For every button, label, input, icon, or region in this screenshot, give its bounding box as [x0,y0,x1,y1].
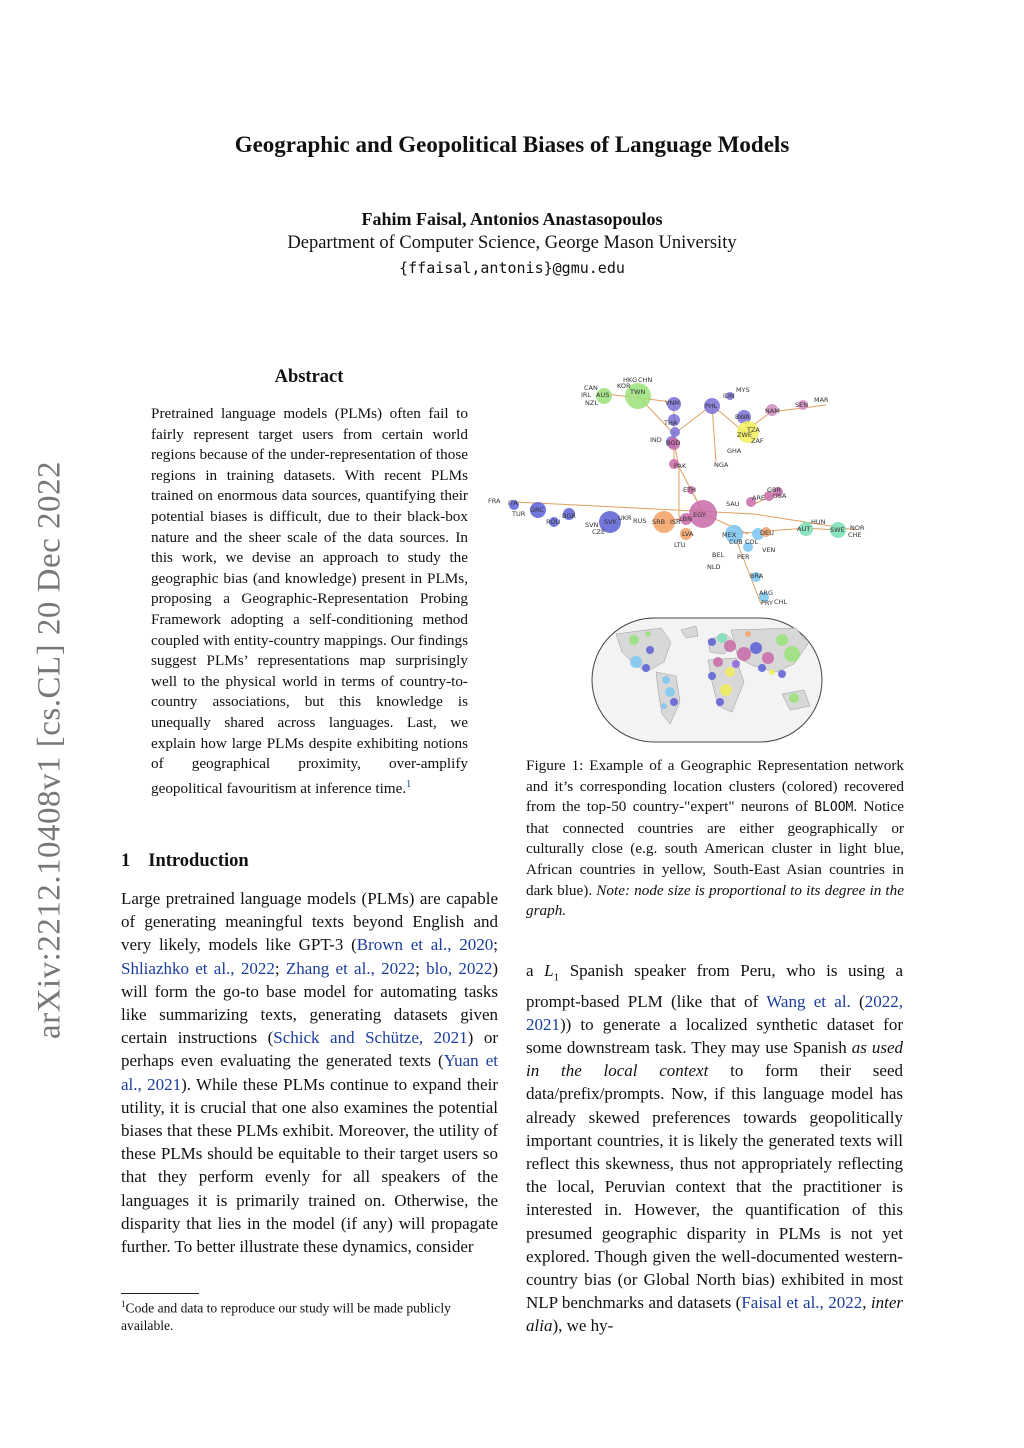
map-marker [661,703,667,709]
footnote-rule [121,1293,199,1294]
node-label: CAN [584,384,598,392]
citation-link[interactable]: Yuan et al., 2021 [121,1051,498,1094]
intro-text: Spanish speaker from Peru, who is using a prompt-based PLM (like that of [526,961,903,1011]
caption-text: Figure 1: Example of a Geographic Representation network and it’s corresponding location clusters (colored) recovered from the top-50 country-"expert" neurons of [526,757,904,816]
map-marker [789,693,799,703]
map-marker [717,633,727,643]
section-heading [121,851,249,872]
map-marker [750,642,762,654]
node-label: NAM [765,407,780,415]
node-label: ZWE [737,431,752,439]
citation-link[interactable]: 2022, 2021 [526,991,903,1034]
node-label: MAR [814,396,829,404]
world-map [592,618,822,742]
node-label: CZE [592,528,606,536]
node-label: NLD [707,563,721,571]
network-labels [488,376,865,607]
node-label: CHN [638,376,653,384]
email: {ffaisal,antonis}@gmu.edu [399,259,625,277]
node-label: CHE [848,531,862,539]
node-label: PAK [674,462,687,470]
caption-note: Note: node size is proportional to its degree in the graph. [526,881,904,920]
node-label: UKR [618,514,632,522]
node-label: ZAF [751,437,764,445]
figure-caption [526,756,904,922]
footnote-mark: 1 [121,1299,126,1309]
map-marker [725,667,735,677]
abstract-body [151,404,468,799]
citation-link[interactable]: Wang et al. [766,991,851,1011]
node-label: IDN [723,392,735,400]
intro-text: a [526,961,545,980]
abstract-heading: Abstract [274,367,344,387]
map-marker [662,676,670,684]
figure-1 [486,372,906,752]
node-label: PHL [705,402,718,410]
node-label: SVK [604,518,617,526]
node-label: NGA [714,461,729,469]
node-label: SRB [652,518,666,526]
node-label: IND [650,436,662,444]
node-label: COL [745,538,759,546]
node-label: NOR [850,524,865,532]
node-label: IRL [581,391,592,399]
node-label: SAU [726,500,740,508]
abstract-text: Pretrained language models (PLMs) often fail to fairly represent target users from certain world regions because of the under-representation of those regions in training datasets. With recent PLMs trained on enormous data sources, quantifying their potential biases is difficult, due to their black-box nature and the sheer scale of the data sources. In this work, we devise an approach to study the geographic bias (and knowledge) present in PLMs, proposing a Geographic-Representation Probing Framework adopting a self-conditioning method coupled with entity-country mappings. Our findings suggest PLMs’ representations map surprisingly well to the physical world in terms of country-to-country associations, but this knowledge is unequally shared across languages. Last, we explain how large PLMs despite exhibiting notions of geographical proximity, over-amplify geopolitical favouritism at inference time. [151,405,468,797]
intro-left-column [121,887,498,1258]
node-label: ISR [670,518,681,526]
math-L: L [544,961,554,980]
node-label: BWA [735,413,750,421]
node-label: CHL [774,598,788,606]
map-marker [708,638,716,646]
intro-text: ) or perhaps even evaluating the generated texts ( [121,1028,498,1071]
node-label: ETH [683,486,696,494]
intro-text: ; [493,935,498,955]
node-label: ARG [759,589,773,597]
map-marker [737,647,751,661]
node-label: HKG [623,376,638,384]
map-marker [745,631,751,637]
node-label: KOR [617,382,631,390]
map-marker [724,640,736,652]
node-label: VNM [665,399,680,407]
network-edges [516,394,856,604]
footnote-text: Code and data to reproduce our study will be made publicly available. [121,1300,451,1333]
map-marker [646,646,654,654]
node-label: LBN [679,515,692,523]
citation-link[interactable]: Schick and Schütze, 2021 [273,1028,468,1048]
intro-text: , [862,1293,871,1313]
caption-text: . Notice that connected countries are either geographically or culturally close (e.g. south American cluster in light blue, African countries in yellow, South-East Asian countries in dark blue). [526,798,905,899]
node-label: BGD [666,439,681,447]
map-marker [642,664,650,672]
map-marker [645,631,651,637]
node-label: ITA [508,499,518,507]
intro-text: Large pretrained language models (PLMs) are capable of generating meaningful texts beyond English and very likely, models like GPT-3 ( [121,889,498,955]
map-marker [778,670,786,678]
node-label: SEN [795,401,809,409]
intro-text: ) will form the go-to base model for automating tasks like summarizing texts, generating datasets given certain instructions ( [121,958,499,1048]
citation-link[interactable]: Brown et al., 2020 [356,935,494,955]
intro-text: ). While these PLMs continue to expand their utility, it is crucial that one also examines the potential biases that these PLMs exhibit. Moreover, the utility of these PLMs should be equitable to their target users so that they perform evenly for all speakers of the languages it is primarily trained on. Otherwise, the disparity that lies in the model (if any) will propagate further. To better illustrate these dynamics, consider [121,1074,498,1257]
node-label: CUB [729,538,743,546]
map-marker [629,635,639,645]
citation-link[interactable]: blo, 2022 [426,958,493,978]
footnote-ref[interactable]: 1 [406,778,412,790]
map-marker [665,687,675,697]
node-label: ARE [752,494,766,502]
node-label: LVA [682,530,694,538]
node-label: HUN [811,518,826,526]
intro-right-column [526,959,903,1338]
node-label: TUR [512,510,526,518]
map-marker [670,698,678,706]
affiliation: Department of Computer Science, George Mason University [287,233,737,253]
node-label: RUS [633,517,647,525]
intro-text: ; [415,958,427,978]
intro-text: )) to generate a localized synthetic dataset for some downstream task. They may use Spanish [526,1014,903,1057]
arxiv-stamp [22,450,78,1050]
section-number: 1 [121,851,131,871]
map-marker [716,698,724,706]
node-label: BGR [562,512,576,520]
node-label: VEN [762,546,776,554]
node-label: GHA [727,447,742,455]
node-label: PRY [761,599,773,607]
node-label: TZA [747,426,760,434]
node-label: GBR [767,486,782,494]
intro-text: ; [274,958,286,978]
node-label: SVN [585,521,599,529]
map-marker [769,669,775,675]
map-marker [713,657,723,667]
node-label: GRC [530,506,544,514]
citation-link[interactable]: Shliazhko et al., 2022 [121,958,275,978]
network-node [670,427,680,437]
intro-emphasis: as used in the local context [526,1038,903,1081]
map-marker [708,672,716,680]
model-name: BLOOM [814,800,854,816]
map-marker [630,656,642,668]
intro-emphasis: inter alia [526,1293,903,1336]
node-label: SWE [830,526,845,534]
citation-link[interactable]: Zhang et al., 2022 [285,958,416,978]
arxiv-id: arXiv:2212.10408v1 [cs.CL] 20 Dec 2022 [31,460,68,1040]
math-subscript: 1 [553,971,560,984]
node-label: AUT [797,525,811,533]
map-marker [776,634,788,646]
paper-title: Geographic and Geopolitical Biases of Language Models [234,132,790,157]
node-label: BRA [750,572,764,580]
intro-text: to form their seed data/prefix/prompts. Now, if this language model has already skewed preferences towards geopolitically important countries, it is likely the generated texts will reflect this skewness, thus not appropriately reflecting the local, Peruvian context that the practitioner is interested in. However, the quantification of this presumed geographic disparity in PLMs is not yet explored. Though given the well-documented western-country bias (or Global North bias) exhibited in most NLP benchmarks and datasets ( [526,1061,903,1313]
node-label: LTU [674,541,686,549]
citation-link[interactable]: Faisal et al., 2022 [741,1293,863,1313]
node-label: AUS [596,391,610,399]
map-marker [762,652,774,664]
intro-text: ), we hy- [552,1316,614,1336]
node-label: PER [737,553,750,561]
node-label: MEX [722,531,737,539]
node-label: THA [664,419,678,427]
map-marker [784,646,800,662]
network-nodes [509,383,846,602]
node-label: BEL [712,551,725,559]
node-label: NZL [585,399,598,407]
node-label: USA [773,492,787,500]
authors: Fahim Faisal, Antonios Anastasopoulos [361,209,663,229]
node-label: MYS [736,386,750,394]
node-label: FRA [488,497,501,505]
map-marker [758,664,766,672]
node-label: EGY [693,511,706,519]
section-title: Introduction [148,851,249,871]
node-label: TWN [630,388,646,396]
node-label: ROU [546,518,561,526]
intro-text: ( [850,991,865,1011]
node-label: DEU [760,529,774,537]
footnote [121,1296,498,1334]
map-marker [720,684,732,696]
map-marker [732,660,740,668]
